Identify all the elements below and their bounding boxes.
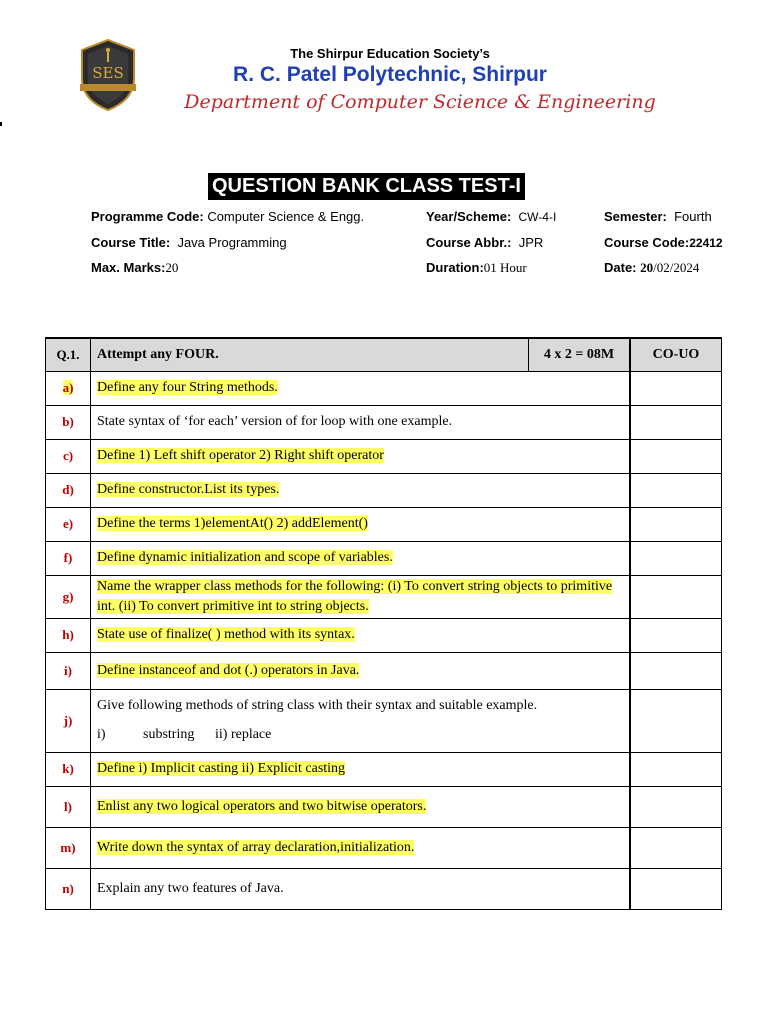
semester: Semester: Fourth (604, 209, 712, 224)
question-text: State use of finalize( ) method with its syntax. (91, 618, 631, 652)
table-row (46, 473, 722, 507)
row-label: b) (46, 405, 91, 439)
co-uo-cell (630, 371, 722, 405)
co-uo-cell (630, 405, 722, 439)
question-text: Write down the syntax of array declaration,initialization. (91, 827, 631, 868)
question-text: State syntax of ‘for each’ version of for loop with one example. (91, 405, 631, 439)
question-text: Enlist any two logical operators and two bitwise operators. (91, 786, 631, 827)
co-uo-cell (630, 652, 722, 689)
course-abbr: Course Abbr.: JPR (426, 235, 544, 250)
co-uo-cell (630, 868, 722, 909)
co-uo-cell (630, 827, 722, 868)
row-label: c) (46, 439, 91, 473)
row-label: a) (46, 371, 91, 405)
co-uo-cell (630, 786, 722, 827)
row-label: k) (46, 752, 91, 786)
sub-items: i) substring ii) replace (97, 727, 272, 742)
table-row (46, 618, 722, 652)
table-row (46, 652, 722, 689)
table-row (46, 371, 722, 405)
question-text: Define dynamic initialization and scope of variables. (91, 541, 631, 575)
course-code: Course Code:22412 (604, 235, 723, 250)
co-uo-cell (630, 689, 722, 752)
co-uo-cell (630, 473, 722, 507)
table-row (46, 868, 722, 909)
society-name: The Shirpur Education Society’s (290, 46, 490, 61)
table-row (46, 752, 722, 786)
table-header-row (46, 338, 722, 371)
max-marks: Max. Marks:20 (91, 260, 179, 275)
question-text: Define any four String methods. (91, 371, 631, 405)
row-label: d) (46, 473, 91, 507)
table-row (46, 786, 722, 827)
table-row (46, 541, 722, 575)
row-label: j) (46, 689, 91, 752)
table-row (46, 689, 722, 752)
institute-header (180, 46, 660, 113)
co-uo-cell (630, 507, 722, 541)
co-uo-cell (630, 752, 722, 786)
table-row (46, 405, 722, 439)
question-table (45, 337, 722, 910)
row-label: m) (46, 827, 91, 868)
question-text: Define i) Implicit casting ii) Explicit casting (91, 752, 631, 786)
table-row (46, 575, 722, 618)
question-text: Define the terms 1)elementAt() 2) addElement() (91, 507, 631, 541)
duration: Duration:01 Hour (426, 260, 527, 275)
row-label: i) (46, 652, 91, 689)
table-row (46, 827, 722, 868)
row-label: e) (46, 507, 91, 541)
question-text: Give following methods of string class with their syntax and suitable example. i) substring ii) replace (91, 689, 631, 752)
margin-mark (0, 122, 2, 126)
marks: 4 x 2 = 08M (529, 338, 631, 371)
question-text: Define 1) Left shift operator 2) Right shift operator (91, 439, 631, 473)
question-text: Name the wrapper class methods for the following: (i) To convert string objects to primitive int. (ii) To convert primitive int to string objects. (91, 575, 631, 618)
year-scheme: Year/Scheme: CW-4-I (426, 209, 557, 224)
co-uo-cell (630, 575, 722, 618)
question-text: Define instanceof and dot (.) operators in Java. (91, 652, 631, 689)
co-uo-cell (630, 618, 722, 652)
row-label: l) (46, 786, 91, 827)
question-text: Explain any two features of Java. (91, 868, 631, 909)
row-label: f) (46, 541, 91, 575)
co-uo-header: CO-UO (630, 338, 722, 371)
row-label: h) (46, 618, 91, 652)
co-uo-cell (630, 439, 722, 473)
instruction: Attempt any FOUR. (91, 338, 529, 371)
co-uo-cell (630, 541, 722, 575)
question-text: Define constructor.List its types. (91, 473, 631, 507)
page-title: QUESTION BANK CLASS TEST-I (208, 173, 525, 200)
college-name: R. C. Patel Polytechnic, Shirpur (233, 63, 547, 86)
date: Date: 20/02/2024 (604, 260, 700, 275)
course-title: Course Title: Java Programming (91, 235, 287, 250)
logo-text: SES (92, 64, 124, 82)
question-number: Q.1. (46, 338, 91, 371)
row-label: n) (46, 868, 91, 909)
table-row (46, 439, 722, 473)
programme-code: Programme Code: Computer Science & Engg. (91, 209, 365, 224)
table-row (46, 507, 722, 541)
department-name: Department of Computer Science & Engineering (184, 91, 656, 113)
row-label: g) (46, 575, 91, 618)
